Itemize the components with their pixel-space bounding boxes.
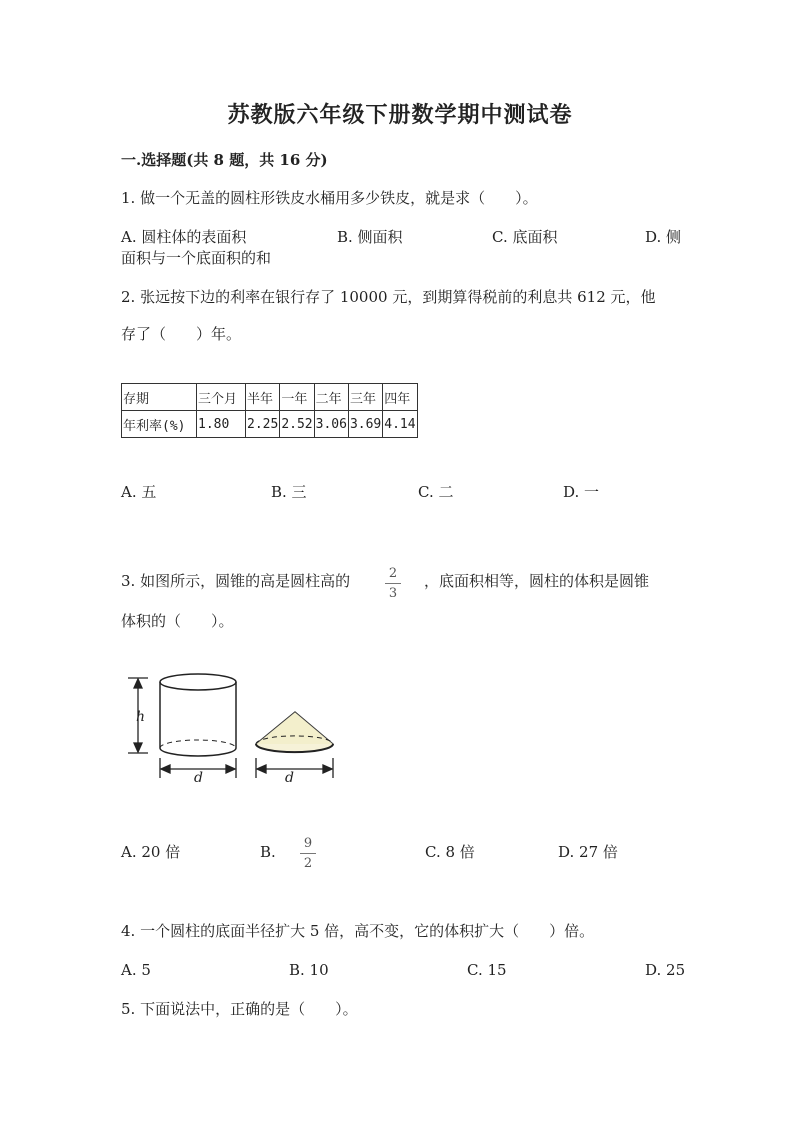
question-5-stem: 5. 下面说法中，正确的是（ ）。: [121, 1000, 358, 1018]
question-4-option-c: C. 15: [467, 961, 507, 979]
question-1-option-d: D. 侧: [645, 228, 682, 246]
question-3-stem-end: ，底面积相等，圆柱的体积是圆锥: [424, 572, 650, 590]
cone-shape: [256, 712, 333, 752]
table-cell: 2.52: [280, 411, 314, 438]
fraction-numerator: 9: [303, 836, 313, 851]
question-3-option-c: C. 8 倍: [425, 843, 475, 861]
cylinder-diameter-label: d: [194, 770, 203, 786]
question-3-option-d: D. 27 倍: [558, 843, 618, 861]
fraction-numerator: 2: [388, 566, 398, 581]
table-header-cell: 二年: [314, 384, 348, 411]
fraction-denominator: 3: [388, 586, 398, 601]
table-cell: 2.25: [246, 411, 280, 438]
question-2-stem-line2: 存了（ ）年。: [121, 325, 242, 343]
question-3-option-a: A. 20 倍: [121, 843, 181, 861]
table-header-row: [122, 384, 418, 411]
question-4-option-a: A. 5: [121, 961, 151, 979]
fraction-nine-halves: [297, 837, 319, 870]
question-4-option-d: D. 25: [645, 961, 686, 979]
fraction-bar: [300, 853, 316, 854]
cylinder-cone-figure: [118, 664, 348, 789]
table-header-cell: 四年: [383, 384, 417, 411]
table-header-cell: 一年: [280, 384, 314, 411]
table-header-cell: 三年: [348, 384, 382, 411]
fraction-denominator: 2: [303, 856, 313, 871]
question-1-option-b: B. 侧面积: [337, 228, 403, 246]
question-1-option-a: A. 圆柱体的表面积: [121, 228, 247, 246]
table-header-cell: 三个月: [197, 384, 246, 411]
question-1-option-d-continued: 面积与一个底面积的和: [121, 249, 272, 267]
section-heading: 一.选择题(共 8 题，共 16 分): [121, 151, 328, 169]
height-label: h: [136, 709, 146, 725]
question-3-option-b: B.: [260, 843, 276, 861]
table-header-cell: 存期: [122, 384, 197, 411]
fraction-bar: [385, 583, 401, 584]
table-row: [122, 411, 418, 438]
table-cell: 1.80: [197, 411, 246, 438]
table-cell: 4.14: [383, 411, 417, 438]
interest-rate-table: [121, 383, 418, 438]
question-4-option-b: B. 10: [289, 961, 329, 979]
table-cell: 3.69: [348, 411, 382, 438]
table-header-cell: 半年: [246, 384, 280, 411]
question-1-option-c: C. 底面积: [492, 228, 558, 246]
question-3-stem-line2: 体积的（ ）。: [121, 612, 234, 630]
question-1-stem: 1. 做一个无盖的圆柱形铁皮水桶用多少铁皮，就是求（ ）。: [121, 189, 538, 207]
cone-diameter-label: d: [285, 770, 294, 786]
fraction-two-thirds: [382, 567, 404, 600]
question-4-stem: 4. 一个圆柱的底面半径扩大 5 倍，高不变，它的体积扩大（ ）倍。: [121, 922, 595, 940]
cone-diameter-dimension: [256, 758, 333, 778]
question-3-stem-start: 3. 如图所示，圆锥的高是圆柱高的: [121, 572, 351, 590]
question-2-option-a: A. 五: [121, 483, 157, 501]
table-cell: 年利率(%): [122, 411, 197, 438]
cylinder-shape: [160, 674, 236, 756]
table-cell: 3.06: [314, 411, 348, 438]
question-2-option-c: C. 二: [418, 483, 454, 501]
page-title: 苏教版六年级下册数学期中测试卷: [227, 102, 573, 128]
question-2-option-d: D. 一: [563, 483, 600, 501]
question-2-option-b: B. 三: [271, 483, 307, 501]
question-2-stem-line1: 2. 张远按下边的利率在银行存了 10000 元，到期算得税前的利息共 612 元，他: [121, 288, 656, 306]
